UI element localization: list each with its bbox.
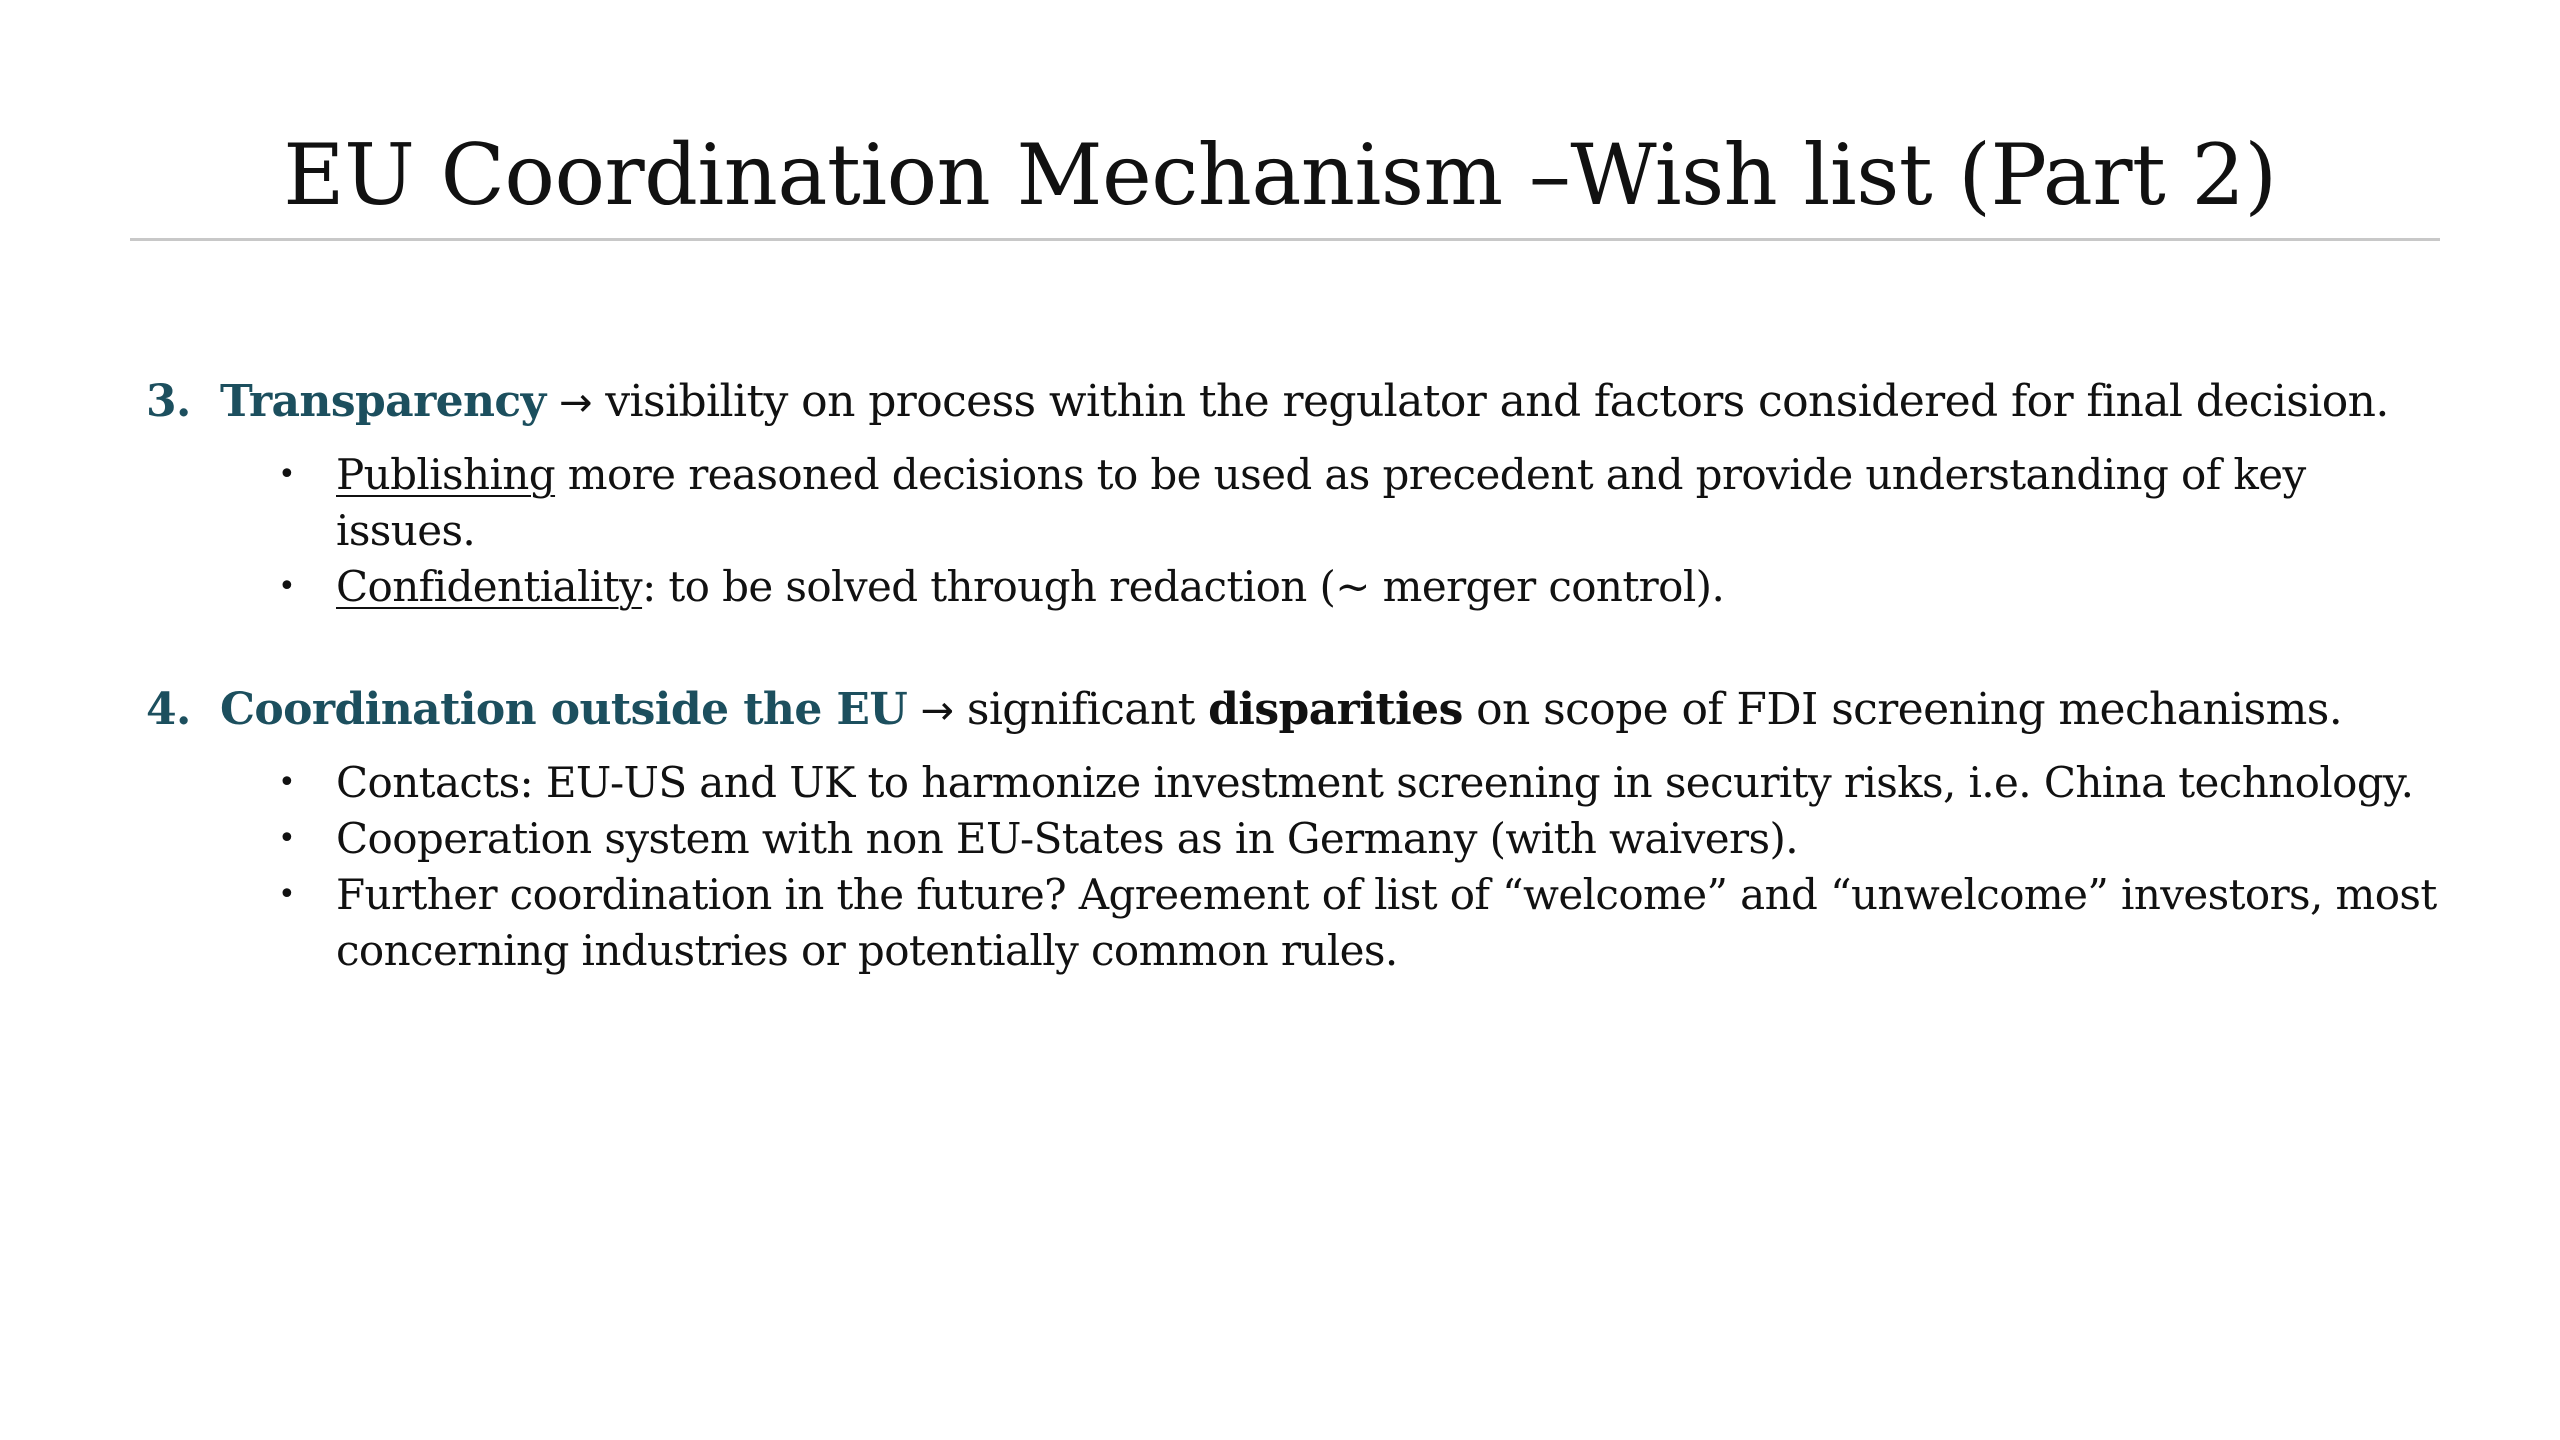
section-description: visibility on process within the regulator and factors considered for final decision. (591, 376, 2389, 427)
list-item (278, 559, 2416, 615)
section-keyword: Transparency (220, 376, 546, 427)
list-item (278, 447, 2416, 559)
section-transparency (146, 370, 2446, 615)
section-number: 4. (146, 684, 191, 735)
bullet-text: more reasoned decisions to be used as precedent and provide understanding of key issues. (336, 450, 2306, 555)
bullet-icon: • (278, 877, 296, 912)
title-divider (130, 238, 2440, 241)
bullet-list (146, 755, 2446, 979)
emphasis-term: disparities (1208, 684, 1463, 735)
list-item (278, 811, 2476, 867)
bullet-text: Cooperation system with non EU-States as in Germany (with waivers). (336, 814, 1799, 863)
bullet-text: : to be solved through redaction (~ merger control). (642, 562, 1725, 611)
section-description-pre: significant (953, 684, 1209, 735)
arrow-right-icon: → (920, 688, 954, 734)
bullet-icon: • (278, 569, 296, 604)
underlined-term: Publishing (336, 450, 556, 499)
list-item (278, 867, 2476, 979)
bullet-icon: • (278, 821, 296, 856)
bullet-text: Further coordination in the future? Agreement of list of “welcome” and “unwelcome” investors, most concerning industries or potentially common rules. (336, 870, 2437, 975)
section-description-post: on scope of FDI screening mechanisms. (1462, 684, 2343, 735)
slide-title: EU Coordination Mechanism –Wish list (Part 2) (283, 126, 2277, 224)
bullet-icon: • (278, 765, 296, 800)
underlined-term: Confidentiality (336, 562, 643, 611)
list-item (278, 755, 2476, 811)
arrow-right-icon: → (558, 380, 592, 426)
section-heading (146, 370, 2446, 435)
bullet-text: Contacts: EU-US and UK to harmonize investment screening in security risks, i.e. China technology. (336, 758, 2414, 807)
section-keyword: Coordination outside the EU (220, 684, 908, 735)
bullet-list (146, 447, 2446, 615)
bullet-icon: • (278, 457, 296, 492)
section-coordination-outside-eu (146, 678, 2446, 979)
section-heading (146, 678, 2446, 743)
section-number: 3. (146, 376, 191, 427)
